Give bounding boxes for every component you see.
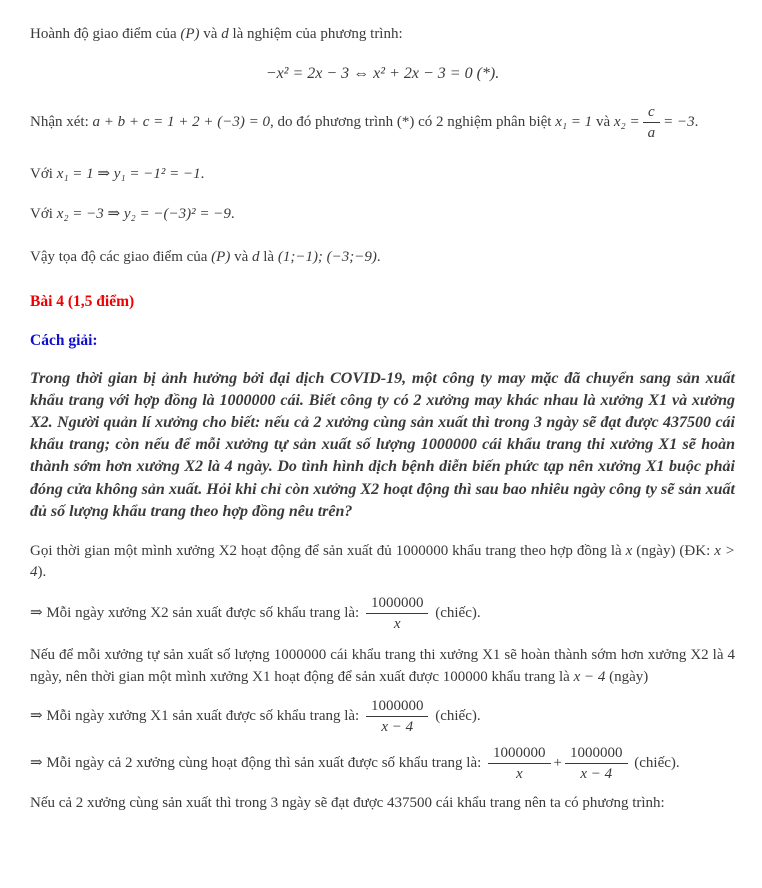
math-run: d (252, 249, 260, 266)
solution-heading: Cách giải: (30, 331, 98, 349)
math-run: = −3 (663, 113, 695, 130)
intro-paragraph (30, 24, 735, 46)
text-run: ). (37, 564, 47, 581)
fraction-denominator: a (647, 124, 656, 141)
x1-time-paragraph (30, 645, 735, 689)
math-run: x₂ = −3 ⇒ y₂ = −(−3)² = −9 (56, 205, 231, 222)
text-run: Hoành độ giao điểm của (30, 26, 181, 42)
text-run: Vậy tọa độ các giao điểm của (30, 249, 212, 266)
fraction-numerator: c (643, 103, 661, 123)
text-run: . (376, 249, 381, 266)
combined-rate-paragraph (30, 744, 735, 783)
text-run: (ngày) (605, 668, 649, 685)
fraction-numerator: 1000000 (366, 697, 429, 717)
problem-statement: Trong thời gian bị ảnh hưởng bởi đại dịch COVID-19, một công ty may mặc đã chuyển sang sản xuất khẩu trang với hợp đồng là 1000000 cái. Biết công ty có 2 xưởng may khác nhau là xưởng X1 và xưởng X2. Người quản lí xưởng cho biết: nếu cả 2 xưởng cùng sản xuất thì trong 3 ngày sẽ đạt được 437500 cái khẩu trang; còn nếu để mỗi xưởng tự sản xuất số lượng 1000000 cái khẩu trang thi xưởng X1 sẽ hoàn thành sớm hơn xưởng X2 là 4 ngày. Do tình hình dịch bệnh diễn biến phức tạp nên xưởng X1 buộc phải đóng cửa không sản xuất. Hỏi khi chỉ còn xưởng X2 hoạt động thì sau bao nhiêu ngày công ty sẽ sản xuất đủ số lượng khẩu trang theo hợp đồng nêu trên? (30, 370, 735, 520)
text-run: và (230, 249, 252, 266)
text-run: ⇒ Mỗi ngày xưởng X1 sản xuất được số khẩu trang là: (30, 707, 363, 724)
fraction-denominator: x (393, 616, 401, 633)
text-run: là (259, 249, 278, 266)
text-run: (chiếc). (431, 605, 481, 622)
fraction-numerator: 1000000 (565, 744, 628, 764)
equation-line: −x² = 2x − 3 ⇔ x² + 2x − 3 = 0 (*). (265, 64, 500, 82)
text-run: (chiếc). (431, 707, 481, 724)
math-run: d (221, 26, 229, 42)
text-run: và (592, 113, 614, 130)
fraction-denominator: x (515, 765, 523, 782)
plus-sign: + (553, 754, 562, 771)
math-run: x₁ = 1 (555, 113, 593, 130)
fraction-c-over-a (643, 103, 661, 142)
math-run: (1;−1); (−3;−9) (277, 249, 377, 266)
equation-setup-paragraph: Nếu cả 2 xưởng cùng sản xuất thì trong 3 ngày sẽ đạt được 437500 cái khẩu trang nên ta có phương trình: (30, 794, 665, 811)
text-run: (chiếc). (630, 754, 680, 771)
math-run: x₂ = (613, 113, 640, 130)
math-run: (P) (211, 249, 231, 266)
fraction-combined-2 (565, 744, 628, 783)
math-run: (P) (180, 26, 200, 42)
case2-paragraph (30, 204, 735, 226)
text-run: Nếu để mỗi xưởng tự sản xuất số lượng 1000000 cái khẩu trang thi xưởng X1 sẽ hoàn thành sớm hơn xưởng X2 là 4 ngày, nên thời gian một mình xưởng X1 hoạt động để sản xuất được 100000 khẩu trang là (30, 647, 735, 685)
remark-paragraph (30, 103, 735, 142)
case1-paragraph (30, 164, 735, 186)
fraction-denominator: x − 4 (580, 765, 613, 782)
text-run: ⇒ Mỗi ngày cả 2 xưởng cùng hoạt động thì sản xuất được số khẩu trang là: (30, 754, 486, 771)
math-run: x₁ = 1 ⇒ y₁ = −1² = −1 (56, 165, 201, 182)
text-run: . (694, 113, 699, 130)
text-run: . (200, 165, 205, 182)
fraction-denominator: x − 4 (381, 718, 414, 735)
text-run: (ngày) (ĐK: (632, 542, 715, 559)
fraction-x1-rate (366, 697, 429, 736)
x2-rate-paragraph (30, 594, 735, 633)
x1-rate-paragraph (30, 697, 735, 736)
text-run: , do đó phương trình (*) có 2 nghiệm phân biệt (270, 113, 556, 130)
text-run: Nhận xét: (30, 113, 93, 130)
problem-heading: Bài 4 (1,5 điểm) (30, 293, 135, 311)
fraction-x2-rate (366, 594, 429, 633)
text-run: là nghiệm của phương trình: (228, 26, 403, 42)
math-run: x > 4 (30, 542, 735, 581)
text-run: Với (30, 165, 57, 182)
text-run: Gọi thời gian một mình xưởng X2 hoạt động để sản xuất đủ 1000000 khẩu trang theo hợp đồng là (30, 542, 626, 559)
math-run: a + b + c = 1 + 2 + (−3) = 0 (92, 113, 270, 130)
fraction-numerator: 1000000 (366, 594, 429, 614)
math-run: x (625, 542, 633, 559)
fraction-combined-1 (488, 744, 551, 783)
conclusion-paragraph (30, 247, 735, 269)
text-run: và (199, 26, 222, 42)
text-run: Với (30, 205, 57, 222)
text-run: ⇒ Mỗi ngày xưởng X2 sản xuất được số khẩu trang là: (30, 605, 363, 622)
math-run: x − 4 (573, 668, 606, 685)
assumption-paragraph (30, 541, 735, 585)
fraction-numerator: 1000000 (488, 744, 551, 764)
text-run: . (230, 205, 235, 222)
